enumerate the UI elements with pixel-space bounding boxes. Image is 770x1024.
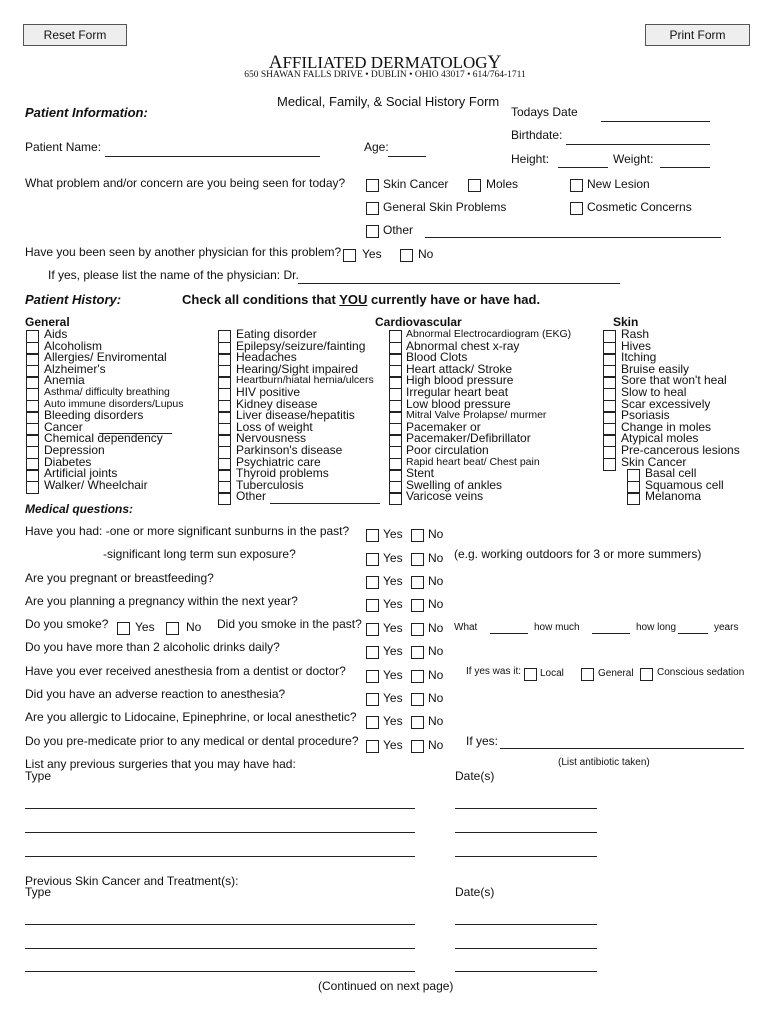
new-lesion-checkbox[interactable] (570, 179, 583, 192)
smoke-yes-label: Yes (135, 620, 155, 634)
general2-condition-label: Kidney disease (236, 396, 318, 411)
answer-yes-label: Yes (383, 668, 403, 682)
age-field[interactable] (388, 156, 426, 157)
answer-yes-checkbox[interactable] (366, 646, 379, 659)
skin-condition-label: Slow to heal (621, 385, 687, 399)
cardio-condition-label: Blood Clots (406, 350, 468, 365)
general-title: General (25, 315, 70, 329)
seen-yes-checkbox[interactable] (343, 249, 356, 262)
general-condition-label: Alzheimer's (44, 361, 106, 376)
birthdate-field[interactable] (566, 144, 710, 145)
form-title: Medical, Family, & Social History Form (277, 94, 500, 109)
smoke-what-field[interactable] (490, 633, 528, 634)
answer-no-checkbox[interactable] (411, 576, 424, 589)
birthdate-label: Birthdate: (511, 128, 563, 142)
anesthesia-local-checkbox[interactable] (524, 668, 537, 681)
moles-label: Moles (486, 177, 519, 191)
skin-cancer-type-label: Type (25, 885, 52, 899)
practice-name: AFFILIATED DERMATOLOGY (268, 52, 502, 73)
answer-no-label: No (428, 527, 444, 541)
seen-no-label: No (418, 247, 434, 261)
answer-yes-checkbox[interactable] (366, 716, 379, 729)
smoke-no-label: No (186, 620, 202, 634)
general-condition-label: Cancer (44, 419, 83, 434)
answer-no-label: No (428, 574, 444, 588)
cardio-condition-label: Swelling of ankles (406, 477, 503, 492)
skin-cancer-checkbox[interactable] (366, 179, 379, 192)
general2-condition-label: Liver disease/hepatitis (236, 408, 355, 423)
anesthesia-general-checkbox[interactable] (581, 668, 594, 681)
skin-condition-label: Pre-cancerous lesions (621, 443, 740, 457)
skin-cancer-type-field[interactable] (25, 971, 415, 972)
general2-condition-label: Tuberculosis (236, 477, 304, 492)
general2-condition-label: Epilepsy/seizure/fainting (236, 338, 366, 353)
anesthesia-question: Have you ever received anesthesia from a dentist or doctor? (25, 664, 346, 678)
anesthesia-general-label: General (598, 668, 634, 679)
skin-condition-label: Rash (621, 327, 650, 341)
answer-yes-checkbox[interactable] (366, 670, 379, 683)
smoke-what-label: What (454, 622, 478, 633)
general2-condition-label: Parkinson's disease (236, 443, 343, 457)
premed-note: (List antibiotic taken) (558, 757, 650, 768)
allergic-question: Are you allergic to Lidocaine, Epinephrine, or local anesthetic? (25, 710, 357, 724)
smoke-much-field[interactable] (592, 633, 630, 634)
premedicate-question: Do you pre-medicate prior to any medical or dental procedure? (25, 734, 359, 748)
answer-no-checkbox[interactable] (411, 693, 424, 706)
answer-yes-checkbox[interactable] (366, 623, 379, 636)
patient-name-label: Patient Name: (25, 140, 102, 154)
skin-condition-label: Change in moles (621, 419, 712, 434)
cardio-condition-checkbox[interactable] (389, 492, 402, 505)
practice-address: 650 SHAWAN FALLS DRIVE • DUBLIN • OHIO 43017 • 614/764-1711 (244, 70, 526, 80)
premed-ifyes-label: If yes: (466, 734, 499, 748)
smoke-question: Do you smoke? (25, 617, 109, 631)
cardio-condition-label: Pacemaker/Defibrillator (406, 431, 531, 446)
print-form-button[interactable]: Print Form (645, 24, 750, 46)
general-condition-label: Auto immune disorders/Lupus (44, 397, 184, 410)
answer-yes-label: Yes (383, 597, 403, 611)
sun-exposure-question: -significant long term sun exposure? (103, 547, 296, 561)
age-label: Age: (364, 140, 389, 154)
general2-condition-label: Headaches (236, 350, 297, 365)
alcohol-question: Do you have more than 2 alcoholic drinks daily? (25, 640, 280, 654)
answer-no-checkbox[interactable] (411, 670, 424, 683)
cardio-condition-label: High blood pressure (406, 373, 514, 388)
smoke-much-label: how much (534, 622, 580, 633)
surgery-type-field[interactable] (25, 832, 415, 833)
skin-cancer-label: Skin Cancer (383, 177, 449, 191)
height-label: Height: (511, 152, 550, 166)
todays-date-label: Todays Date (511, 105, 578, 119)
seen-no-checkbox[interactable] (400, 249, 413, 262)
sun-exposure-note: (e.g. working outdoors for 3 or more summers) (454, 547, 702, 561)
general2-condition-label: Loss of weight (236, 419, 313, 434)
smoke-long-field[interactable] (678, 633, 708, 634)
general2-condition-label: Other (236, 489, 267, 504)
cardio-condition-label: Stent (406, 466, 435, 481)
answer-no-checkbox[interactable] (411, 529, 424, 542)
answer-no-checkbox[interactable] (411, 740, 424, 753)
skin-cancer-dates-label: Date(s) (455, 885, 495, 899)
general-condition-label: Artificial joints (44, 466, 118, 481)
answer-yes-checkbox[interactable] (366, 599, 379, 612)
general2-condition-label: Psychiatric care (236, 454, 321, 469)
general-condition-label: Aids (44, 327, 68, 341)
surgery-type-field[interactable] (25, 856, 415, 857)
history-instruction: Check all conditions that YOU currently have or have had. (182, 292, 541, 307)
skin-condition-label: Bruise easily (621, 361, 690, 376)
cardio-condition-label: Abnormal Electrocardiogram (EKG) (406, 328, 572, 340)
anesthesia-conscious-label: Conscious sedation (657, 667, 745, 678)
cosmetic-checkbox[interactable] (570, 202, 583, 215)
general-condition-label: Anemia (44, 373, 85, 388)
skin-cancer-subtype-label: Squamous cell (645, 477, 724, 492)
physician-name-field[interactable] (298, 283, 620, 284)
general2-condition-label: Thyroid problems (236, 466, 329, 481)
new-lesion-label: New Lesion (587, 177, 650, 191)
planning-pregnancy-question: Are you planning a pregnancy within the next year? (25, 594, 298, 608)
skin-condition-label: Atypical moles (621, 431, 699, 446)
answer-no-label: No (428, 668, 444, 682)
answer-no-label: No (428, 551, 444, 565)
cardio-condition-label: Varicose veins (406, 489, 484, 504)
answer-no-label: No (428, 597, 444, 611)
skin-cancer-history-label: Previous Skin Cancer and Treatment(s): (25, 874, 239, 888)
pregnant-question: Are you pregnant or breastfeeding? (25, 571, 214, 585)
skin-condition-label: Hives (621, 338, 652, 353)
cardio-condition-label: Low blood pressure (406, 396, 511, 411)
cardio-condition-label: Pacemaker or (406, 419, 481, 434)
surgery-date-field[interactable] (455, 832, 597, 833)
answer-yes-label: Yes (383, 691, 403, 705)
surgery-type-field[interactable] (25, 808, 415, 809)
physician-name-label: If yes, please list the name of the physician: Dr. (48, 268, 299, 282)
skin-cancer-subtype-label: Basal cell (645, 466, 697, 480)
cardio-condition-label: Poor circulation (406, 443, 489, 457)
general-condition-label: Alcoholism (44, 338, 103, 353)
seen-yes-label: Yes (362, 247, 382, 261)
patient-history-heading: Patient History: (25, 292, 122, 307)
surgeries-dates-label: Date(s) (455, 769, 495, 783)
general2-condition-label: Eating disorder (236, 327, 317, 341)
general-condition-label: Bleeding disorders (44, 408, 144, 423)
todays-date-field[interactable] (601, 121, 710, 122)
answer-yes-checkbox[interactable] (366, 693, 379, 706)
answer-yes-label: Yes (383, 574, 403, 588)
moles-checkbox[interactable] (468, 179, 481, 192)
seen-physician-question: Have you been seen by another physician for this problem? (25, 245, 342, 259)
general-condition-label: Asthma/ difficulty breathing (44, 386, 170, 398)
answer-yes-checkbox[interactable] (366, 553, 379, 566)
general-condition-label: Allergies/ Enviromental (44, 350, 167, 365)
skin-condition-label: Psoriasis (621, 408, 670, 423)
surgery-date-field[interactable] (455, 808, 597, 809)
answer-no-label: No (428, 738, 444, 752)
general2-condition-label: Nervousness (236, 431, 307, 446)
other-concern-field[interactable] (425, 237, 721, 238)
sunburn-question: Have you had: -one or more significant sunburns in the past? (25, 524, 350, 538)
smoke-yes-checkbox[interactable] (117, 622, 130, 635)
answer-yes-label: Yes (383, 551, 403, 565)
weight-field[interactable] (660, 167, 710, 168)
skin-cancer-subtype-label: Melanoma (645, 489, 702, 504)
cancer-type-field[interactable] (99, 433, 172, 434)
patient-name-field[interactable] (105, 156, 320, 157)
concern-question: What problem and/or concern are you being seen for today? (25, 176, 346, 190)
cardio-condition-label: Heart attack/ Stroke (406, 361, 513, 376)
smoked-past-question: Did you smoke in the past? (217, 617, 362, 631)
general-condition-checkbox[interactable] (26, 481, 39, 494)
skin-condition-label: Scar excessively (621, 396, 711, 411)
smoke-long-label: how long (636, 622, 677, 633)
other-concern-checkbox[interactable] (366, 225, 379, 238)
general-condition-label: Walker/ Wheelchair (44, 477, 148, 492)
weight-label: Weight: (613, 152, 654, 166)
answer-no-checkbox[interactable] (411, 716, 424, 729)
skin-cancer-type-field[interactable] (25, 924, 415, 925)
answer-yes-checkbox[interactable] (366, 576, 379, 589)
surgery-date-field[interactable] (455, 856, 597, 857)
skin-cancer-date-field[interactable] (455, 924, 597, 925)
skin-cancer-subtype-checkbox[interactable] (627, 492, 640, 505)
skin-condition-checkbox[interactable] (603, 458, 616, 471)
anesthesia-conscious-checkbox[interactable] (640, 668, 653, 681)
premed-antibiotic-field[interactable] (500, 748, 744, 749)
general2-condition-label: Heartburn/hiatal hernia/ulcers (236, 374, 374, 387)
answer-no-checkbox[interactable] (411, 646, 424, 659)
general2-condition-label: Hearing/Sight impaired (236, 361, 359, 376)
answer-no-checkbox[interactable] (411, 623, 424, 636)
continued-footer: (Continued on next page) (318, 979, 454, 993)
surgeries-type-label: Type (25, 769, 52, 783)
anesthesia-local-label: Local (540, 668, 564, 679)
answer-no-checkbox[interactable] (411, 553, 424, 566)
answer-yes-label: Yes (383, 644, 403, 658)
height-field[interactable] (558, 167, 608, 168)
smoke-no-checkbox[interactable] (166, 622, 179, 635)
general2-condition-checkbox[interactable] (218, 492, 231, 505)
answer-yes-checkbox[interactable] (366, 529, 379, 542)
answer-no-checkbox[interactable] (411, 599, 424, 612)
answer-yes-label: Yes (383, 738, 403, 752)
cardio-condition-label: Mitral Valve Prolapse/ murmer (406, 409, 547, 422)
answer-no-label: No (428, 644, 444, 658)
skin-condition-label: Skin Cancer (621, 454, 687, 469)
general-condition-label: Chemical dependency (44, 431, 163, 446)
anesthesia-ifyes-label: If yes was it: (466, 666, 522, 677)
other-concern-label: Other (383, 223, 414, 237)
skin-condition-label: Sore that won't heal (621, 373, 727, 388)
general-condition-label: Depression (44, 443, 105, 457)
answer-yes-label: Yes (383, 527, 403, 541)
answer-yes-label: Yes (383, 621, 403, 635)
answer-no-label: No (428, 621, 444, 635)
cosmetic-label: Cosmetic Concerns (587, 200, 692, 214)
reset-form-button[interactable]: Reset Form (23, 24, 127, 46)
patient-info-heading: Patient Information: (25, 105, 148, 120)
answer-yes-label: Yes (383, 714, 403, 728)
smoke-years-label: years (714, 622, 739, 633)
general2-condition-label: HIV positive (236, 385, 301, 399)
answer-no-label: No (428, 691, 444, 705)
skin-cancer-date-field[interactable] (455, 971, 597, 972)
general-skin-label: General Skin Problems (383, 200, 507, 214)
skin-cancer-type-field[interactable] (25, 948, 415, 949)
skin-condition-label: Itching (621, 350, 657, 365)
anesthesia-reaction-question: Did you have an adverse reaction to anesthesia? (25, 687, 286, 701)
answer-yes-checkbox[interactable] (366, 740, 379, 753)
other-condition-field[interactable] (270, 503, 380, 504)
medical-questions-heading: Medical questions: (25, 502, 134, 516)
cardio-condition-label: Rapid heart beat/ Chest pain (406, 455, 540, 468)
skin-title: Skin (613, 315, 639, 329)
general-condition-label: Diabetes (44, 454, 92, 469)
surgeries-label: List any previous surgeries that you may have had: (25, 757, 296, 771)
skin-cancer-date-field[interactable] (455, 948, 597, 949)
cardio-condition-label: Irregular heart beat (406, 385, 509, 399)
general-skin-checkbox[interactable] (366, 202, 379, 215)
cardio-title: Cardiovascular (375, 315, 462, 329)
answer-no-label: No (428, 714, 444, 728)
cardio-condition-label: Abnormal chest x-ray (406, 338, 520, 353)
